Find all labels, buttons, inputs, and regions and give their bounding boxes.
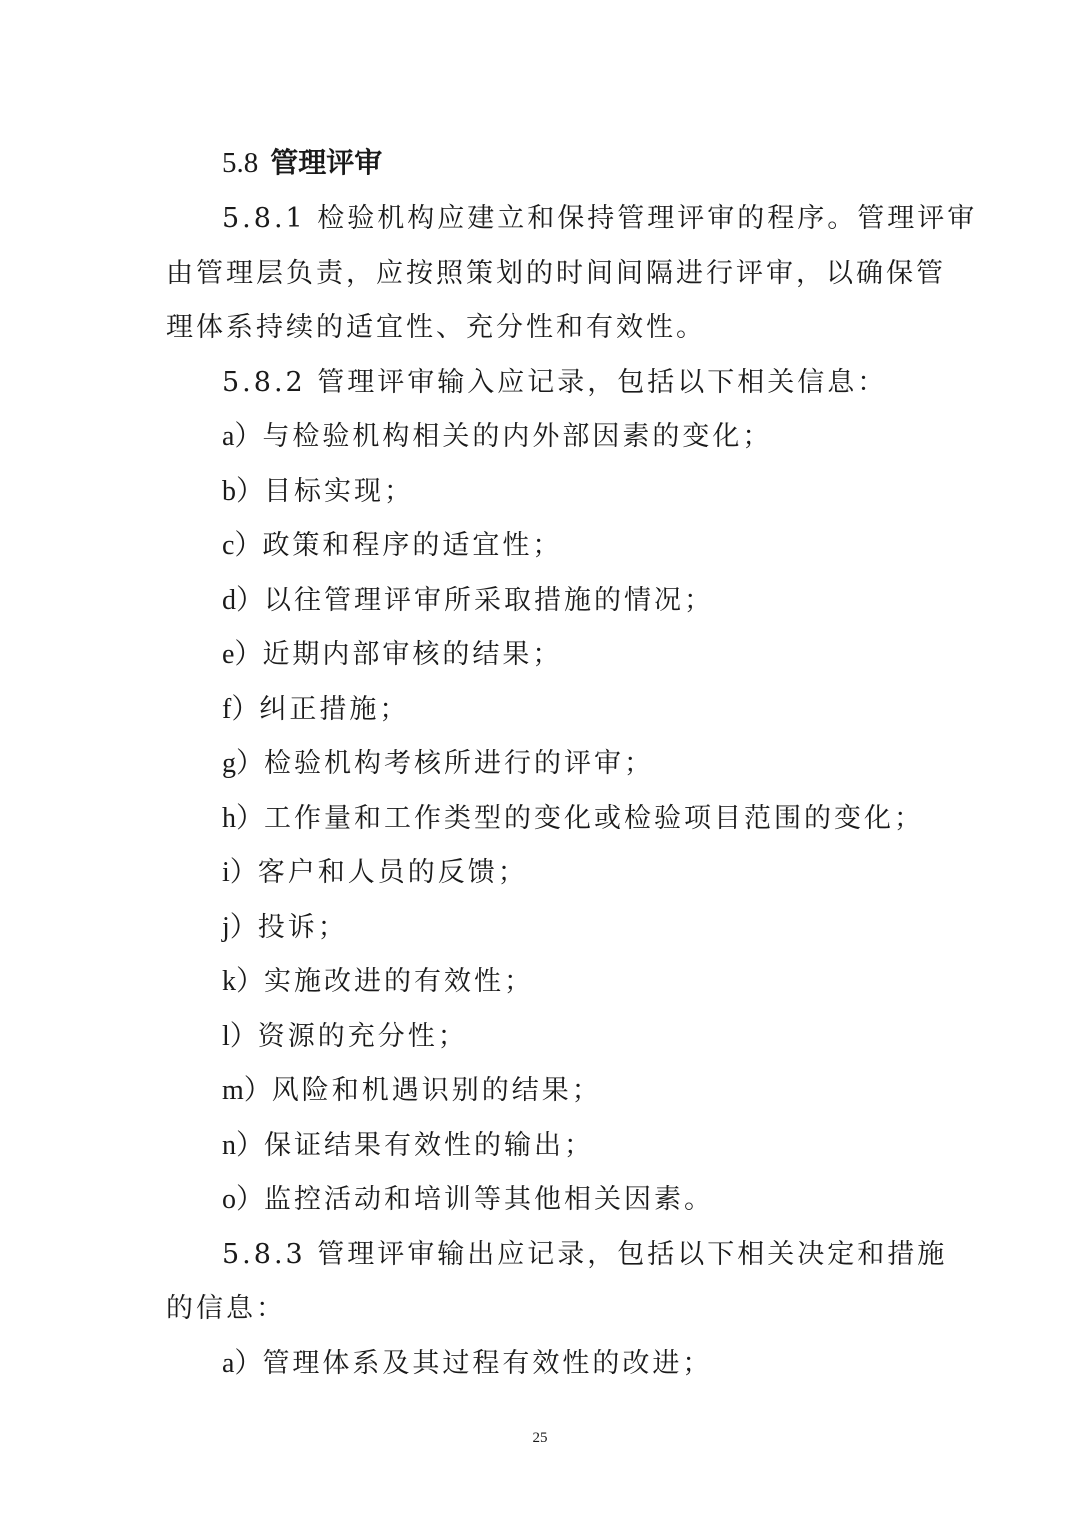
item-text: 保证结果有效性的输出； bbox=[264, 1130, 595, 1161]
page-number: 25 bbox=[532, 1430, 548, 1446]
item-letter: d） bbox=[222, 585, 265, 616]
item-letter: n） bbox=[222, 1130, 265, 1161]
section-number: 5.8 bbox=[222, 147, 259, 179]
input-item bbox=[222, 687, 409, 733]
paragraph-5-8-3-line-2: 的信息： bbox=[166, 1293, 286, 1324]
item-text: 以往管理评审所采取措施的情况； bbox=[264, 585, 715, 616]
item-letter: c） bbox=[222, 530, 263, 561]
item-letter: e） bbox=[222, 639, 263, 670]
input-item bbox=[222, 414, 772, 460]
item-text: 目标实现； bbox=[264, 476, 415, 507]
section-heading bbox=[222, 140, 382, 186]
item-text: 监控活动和培训等其他相关因素。 bbox=[264, 1184, 715, 1215]
output-item bbox=[222, 1341, 712, 1387]
input-item bbox=[222, 1123, 594, 1169]
item-letter: f） bbox=[222, 694, 260, 725]
item-text: 实施改进的有效性； bbox=[264, 966, 535, 997]
item-letter: h） bbox=[222, 803, 265, 834]
paragraph-5-8-1-line-3: 理体系持续的适宜性、充分性和有效性。 bbox=[166, 312, 706, 343]
item-text: 政策和程序的适宜性； bbox=[262, 530, 563, 561]
input-item bbox=[222, 741, 654, 787]
item-letter: b） bbox=[222, 476, 265, 507]
input-item bbox=[222, 796, 924, 842]
item-letter: i） bbox=[222, 857, 258, 888]
input-item bbox=[222, 959, 534, 1005]
item-text: 资源的充分性； bbox=[257, 1021, 468, 1052]
input-item bbox=[222, 1014, 468, 1060]
input-item bbox=[222, 1177, 714, 1223]
input-item bbox=[222, 632, 562, 678]
item-letter: g） bbox=[222, 748, 265, 779]
paragraph-5-8-1-line-1: 5.8.1 检验机构应建立和保持管理评审的程序。管理评审 bbox=[222, 203, 978, 234]
input-item bbox=[222, 905, 348, 951]
item-text: 投诉； bbox=[257, 912, 348, 943]
section-title: 管理评审 bbox=[270, 146, 383, 179]
item-text: 纠正措施； bbox=[259, 694, 410, 725]
input-item bbox=[222, 469, 414, 515]
input-item bbox=[222, 850, 528, 896]
paragraph-5-8-3-line-1: 5.8.3 管理评审输出应记录，包括以下相关决定和措施 bbox=[222, 1239, 948, 1270]
item-letter: m） bbox=[222, 1075, 272, 1106]
item-letter: a） bbox=[222, 1348, 263, 1379]
input-item bbox=[222, 1068, 602, 1114]
paragraph-5-8-2: 5.8.2 管理评审输入应记录，包括以下相关信息： bbox=[222, 367, 888, 398]
item-letter: j） bbox=[222, 912, 258, 943]
item-text: 管理体系及其过程有效性的改进； bbox=[262, 1348, 713, 1379]
item-text: 与检验机构相关的内外部因素的变化； bbox=[262, 421, 773, 452]
item-letter: l） bbox=[222, 1021, 258, 1052]
item-text: 工作量和工作类型的变化或检验项目范围的变化； bbox=[264, 803, 925, 834]
paragraph-5-8-1-line-2: 由管理层负责，应按照策划的时间间隔进行评审，以确保管 bbox=[166, 258, 946, 289]
input-item bbox=[222, 578, 714, 624]
item-letter: o） bbox=[222, 1184, 265, 1215]
item-text: 客户和人员的反馈； bbox=[257, 857, 528, 888]
item-letter: k） bbox=[222, 966, 265, 997]
item-text: 检验机构考核所进行的评审； bbox=[264, 748, 655, 779]
item-text: 风险和机遇识别的结果； bbox=[271, 1075, 602, 1106]
item-letter: a） bbox=[222, 421, 263, 452]
item-text: 近期内部审核的结果； bbox=[262, 639, 563, 670]
input-item bbox=[222, 523, 562, 569]
